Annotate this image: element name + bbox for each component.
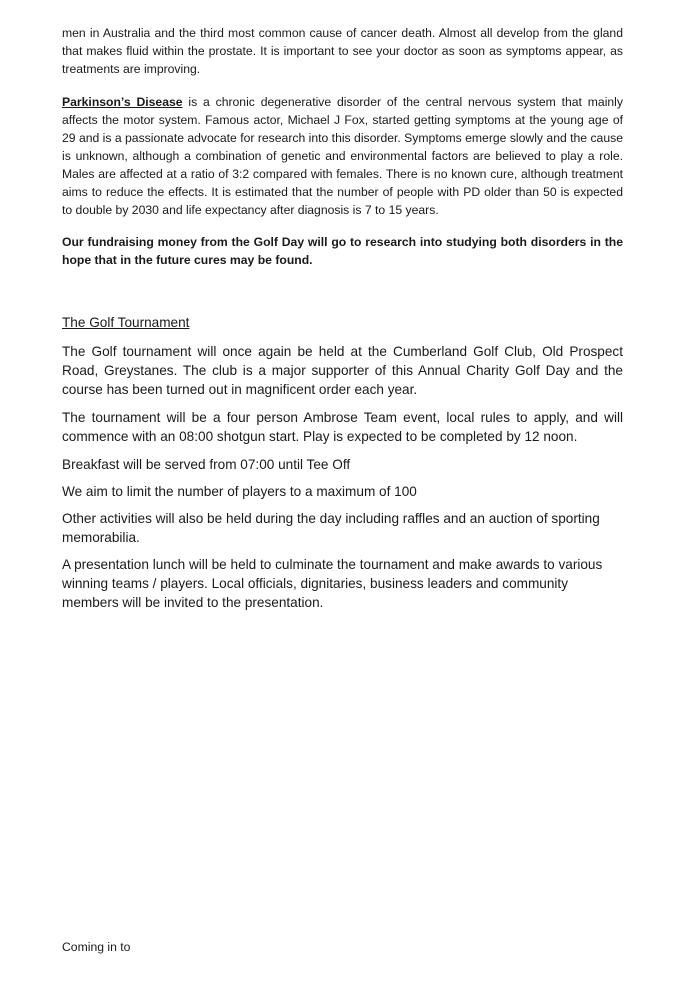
fundraising-paragraph: Our fundraising money from the Golf Day will go to research into studying both disorders in the hope that in the future cures may be found. bbox=[62, 235, 623, 267]
parkinsons-text: is a chronic degenerative disorder of the central nervous system that mainly affects the motor system. Famous actor, Michael J Fox, started getting symptoms at the young age of 29 and is a passionate advocate for research into this disorder. Symptoms emerge slowly and the cause is unknown, although a combination of genetic and environmental factors are believed to play a role. Males are affected at a ratio of 3:2 compared with females. There is no known cure, although treatment aims to reduce the effects. It is estimated that the number of people with PD older than 50 is expected to double by 2030 and life expectancy after diagnosis is 7 to 15 years. bbox=[62, 95, 623, 217]
golf-breakfast-paragraph: Breakfast will be served from 07:00 until Tee Off bbox=[62, 457, 351, 472]
parkinsons-paragraph bbox=[62, 93, 623, 219]
golf-format-paragraph: The tournament will be a four person Ambrose Team event, local rules to apply, and will commence with an 08:00 shotgun start. Play is expected to be completed by 12 noon. bbox=[62, 410, 623, 444]
page-footer-text: Coming in to bbox=[62, 940, 131, 954]
parkinsons-title: Parkinson’s Disease bbox=[62, 95, 183, 109]
intro-paragraph: men in Australia and the third most common cause of cancer death. Almost all develop from the gland that makes fluid within the prostate. It is important to see your doctor as soon as symptoms appear, as treatments are improving. bbox=[62, 26, 623, 76]
golf-venue-paragraph: The Golf tournament will once again be held at the Cumberland Golf Club, Old Prospect Road, Greystanes. The club is a major supporter of this Annual Charity Golf Day and the course has been turned out in magnificent order each year. bbox=[62, 344, 623, 397]
golf-tournament-heading: The Golf Tournament bbox=[62, 315, 190, 330]
golf-presentation-paragraph: A presentation lunch will be held to culminate the tournament and make awards to various winning teams / players. Local officials, dignitaries, business leaders and community members will be invited to the presentation. bbox=[62, 557, 603, 610]
golf-activities-paragraph: Other activities will also be held during the day including raffles and an auction of sporting memorabilia. bbox=[62, 511, 600, 545]
golf-players-limit-paragraph: We aim to limit the number of players to a maximum of 100 bbox=[62, 484, 417, 499]
